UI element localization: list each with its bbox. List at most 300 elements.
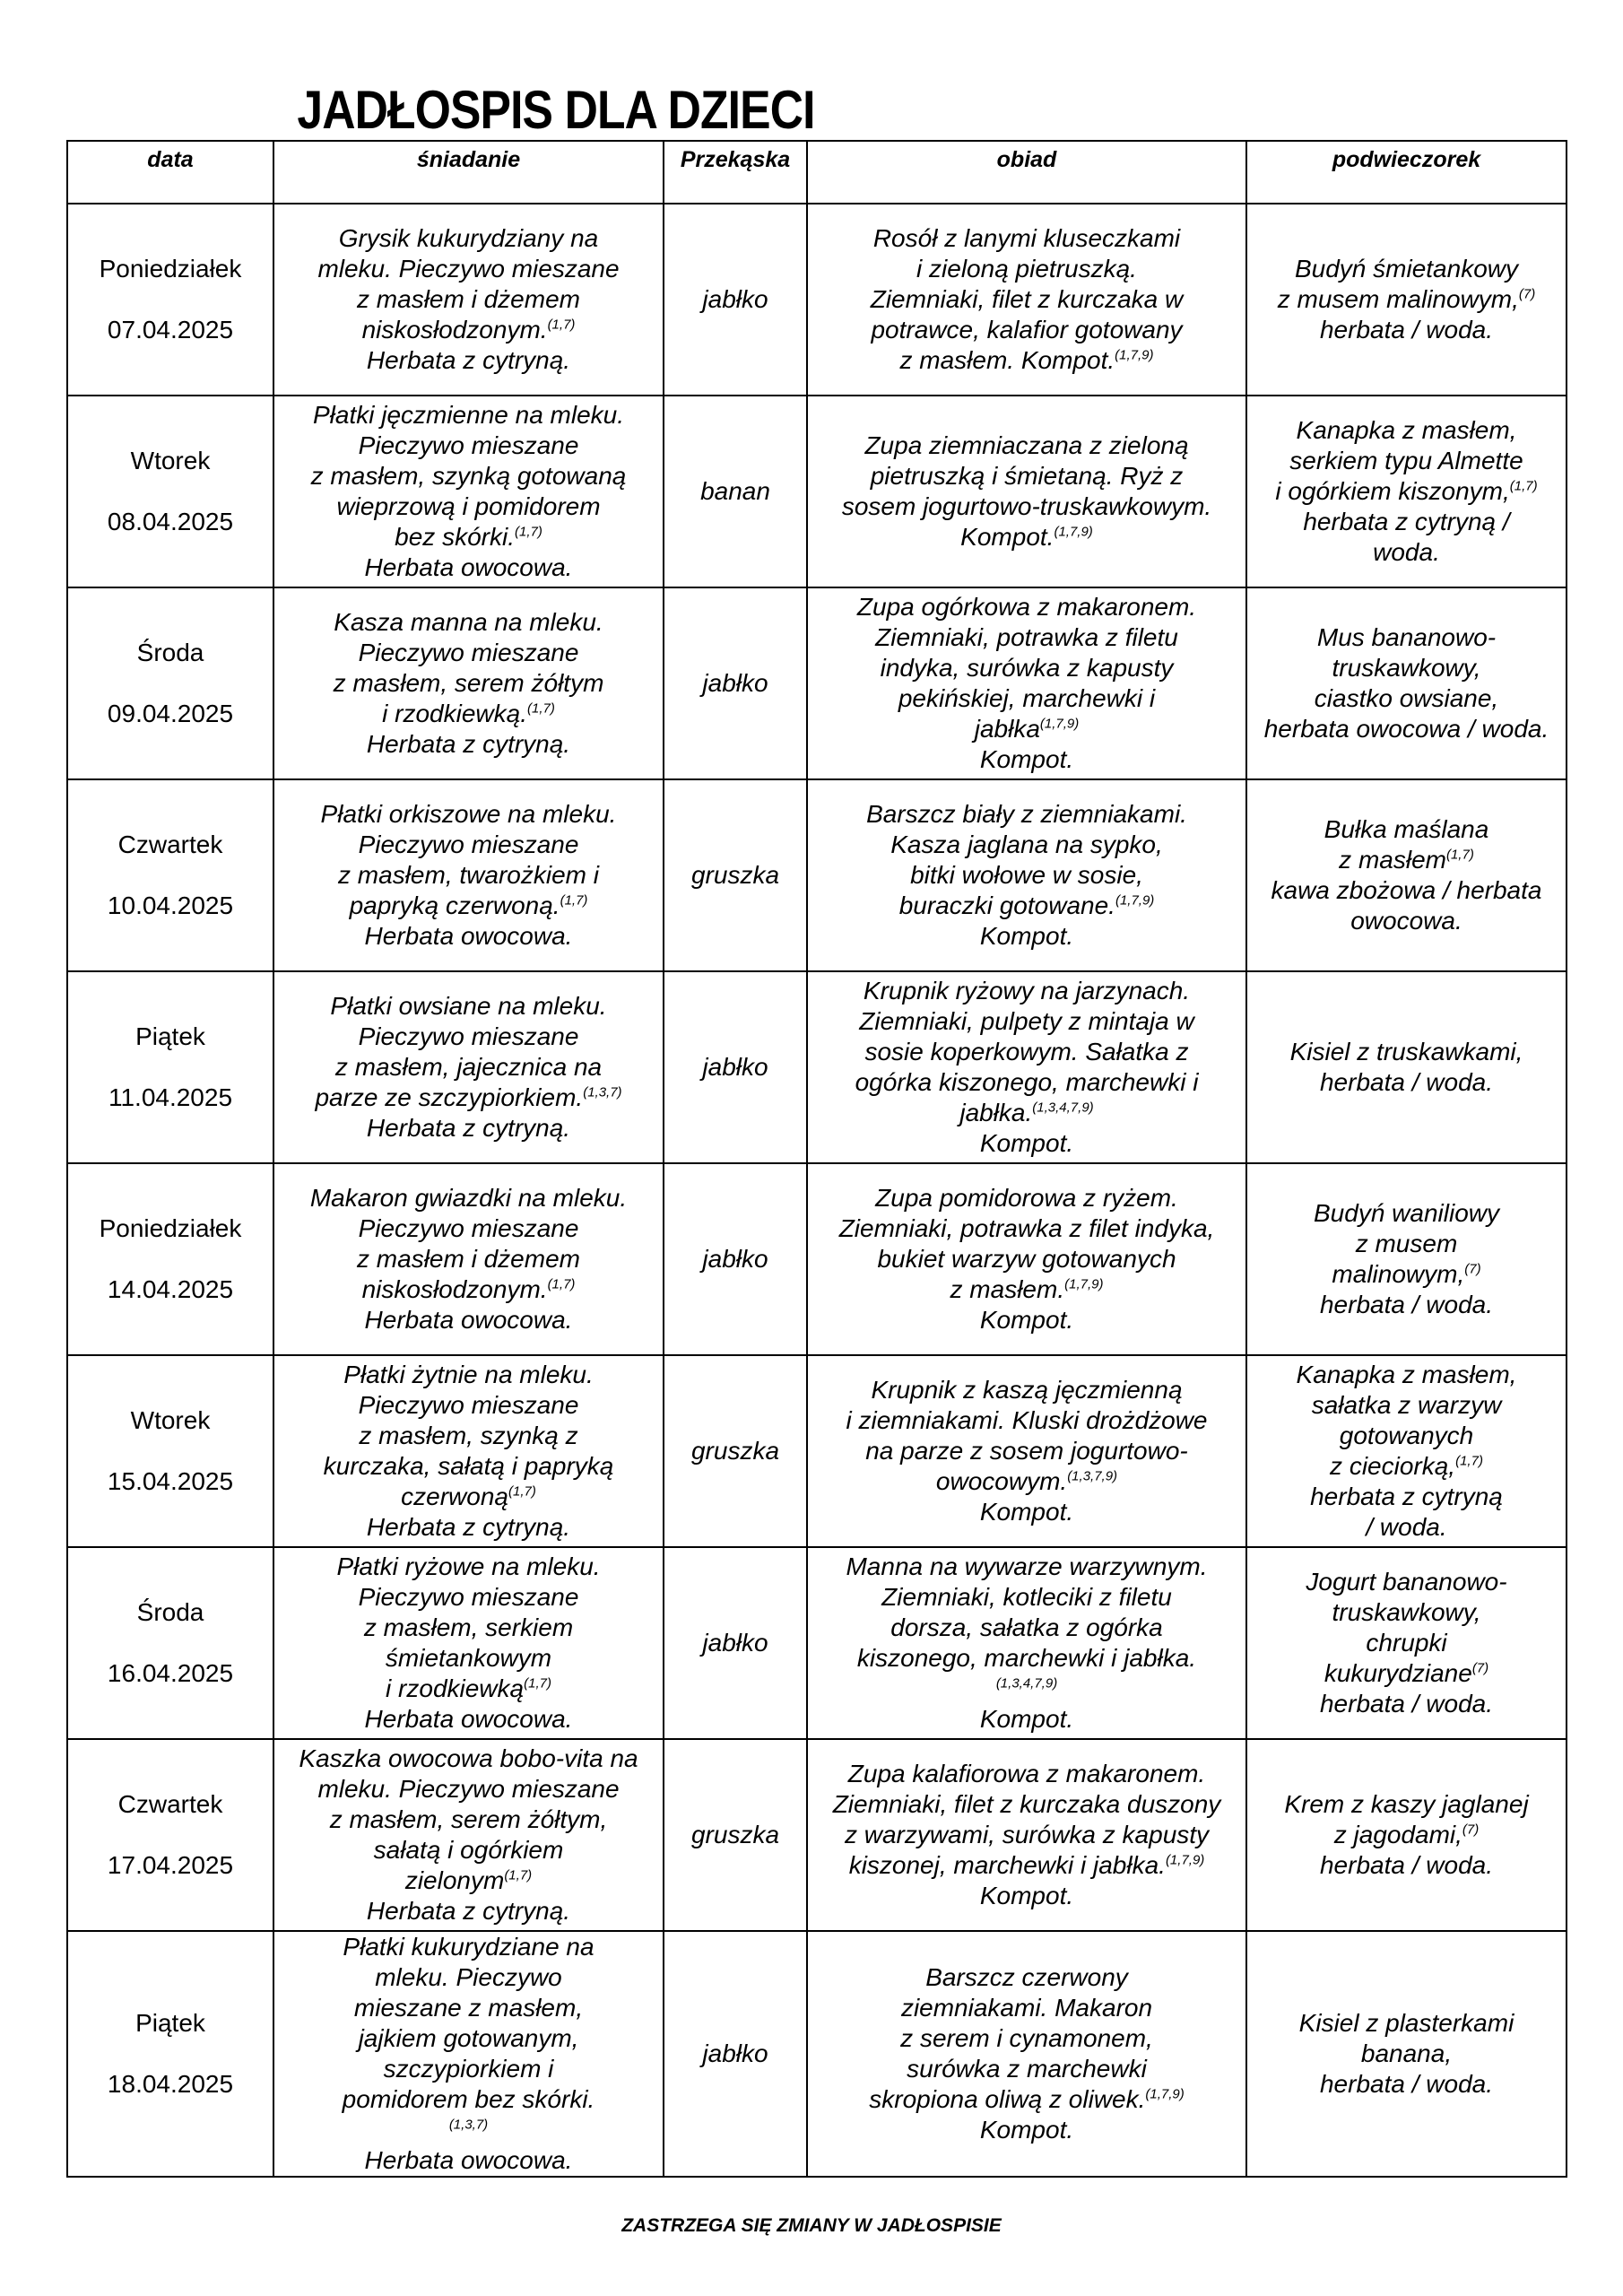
afternoon-tea-cell xyxy=(1246,971,1567,1163)
menu-line xyxy=(1253,446,1560,476)
menu-line-text: Pieczywo mieszane xyxy=(358,1391,579,1419)
menu-line-text: z masłem, szynką z xyxy=(359,1422,578,1449)
menu-line-text: zielonym xyxy=(404,1866,505,1894)
menu-line-text: z masłem. Kompot. xyxy=(899,346,1115,374)
breakfast-cell xyxy=(273,587,664,779)
menu-line-text: sałatą i ogórkiem xyxy=(373,1836,564,1864)
menu-line xyxy=(1253,284,1560,315)
menu-line xyxy=(813,254,1240,284)
menu-line xyxy=(1253,1597,1560,1628)
menu-line xyxy=(280,1704,657,1735)
date-cell xyxy=(67,1739,273,1931)
menu-line-text: jajkiem gotowanym, xyxy=(358,2024,579,2052)
afternoon-tea-cell xyxy=(1246,1931,1567,2177)
menu-line-text: herbata / woda. xyxy=(1319,1291,1494,1318)
menu-line-text: i rzodkiewką xyxy=(386,1674,525,1702)
menu-line xyxy=(280,400,657,430)
menu-line-text: mieszane z masłem, xyxy=(353,1994,584,2022)
menu-line xyxy=(813,1881,1240,1911)
menu-line-text: Budyń waniliowy xyxy=(1314,1199,1499,1227)
menu-line-text: owocowa. xyxy=(1350,907,1462,935)
menu-line-text: z cieciorką, xyxy=(1330,1452,1456,1480)
day-name: Czwartek xyxy=(117,831,223,858)
menu-line xyxy=(813,1704,1240,1735)
menu-line-text: Płatki orkiszowe na mleku. xyxy=(320,800,617,828)
menu-line-text: Jogurt bananowo- xyxy=(1306,1568,1507,1596)
menu-line xyxy=(813,284,1240,315)
table-row xyxy=(67,1931,1567,2177)
menu-line-text: Budyń śmietankowy xyxy=(1294,255,1518,283)
menu-line-text: i ogórkiem kiszonym, xyxy=(1275,477,1510,505)
day-date: 10.04.2025 xyxy=(107,891,234,919)
snack-cell xyxy=(664,1355,807,1547)
day-name: Piątek xyxy=(135,1022,205,1050)
snack-text: gruszka xyxy=(690,1821,780,1848)
menu-line xyxy=(1253,2039,1560,2069)
menu-line xyxy=(1253,476,1560,507)
menu-line-text: Pieczywo mieszane xyxy=(358,831,579,858)
menu-line-text: Kisiel z truskawkami, xyxy=(1289,1038,1523,1065)
snack-cell xyxy=(664,971,807,1163)
breakfast-cell xyxy=(273,1739,664,1931)
menu-line-text: czerwoną xyxy=(401,1483,508,1510)
menu-line-text: i zieloną pietruszką. xyxy=(916,255,1137,283)
menu-line-text: herbata z cytryną xyxy=(1310,1483,1503,1510)
menu-line xyxy=(280,552,657,583)
menu-line-text: kiszonego, marchewki i jabłka. xyxy=(856,1644,1197,1672)
menu-line-text: Herbata owocowa. xyxy=(364,2146,573,2174)
menu-line-text: kurczaka, sałatą i papryką xyxy=(323,1452,614,1480)
menu-line xyxy=(280,729,657,760)
snack-text: jabłko xyxy=(702,285,768,313)
menu-line-text: niskosłodzonym. xyxy=(361,316,548,344)
menu-line-text: mleku. Pieczywo mieszane xyxy=(317,1775,620,1803)
menu-line xyxy=(280,1113,657,1144)
menu-line-text: z masłem, szynką gotowaną xyxy=(310,462,627,490)
menu-line-text: herbata / woda. xyxy=(1319,316,1494,344)
snack-cell xyxy=(664,1739,807,1931)
table-row xyxy=(67,1163,1567,1355)
snack-cell xyxy=(664,779,807,971)
breakfast-cell xyxy=(273,1163,664,1355)
day-date: 07.04.2025 xyxy=(107,316,234,344)
menu-line xyxy=(1253,1850,1560,1881)
breakfast-cell xyxy=(273,1547,664,1739)
menu-line xyxy=(813,1993,1240,2023)
menu-line xyxy=(280,1390,657,1421)
menu-line-text: Bułka maślana xyxy=(1324,815,1489,843)
menu-line xyxy=(813,714,1240,744)
menu-line-text: Kasza manna na mleku. xyxy=(334,608,603,636)
menu-line-text: indyka, surówka z kapusty xyxy=(880,654,1174,682)
menu-line xyxy=(1253,507,1560,537)
day-name: Poniedziałek xyxy=(99,255,242,283)
menu-line-text: banana, xyxy=(1360,2039,1453,2067)
menu-line-text: Pieczywo mieszane xyxy=(358,1214,579,1242)
menu-line-text: z masłem, twarożkiem i xyxy=(338,861,599,889)
menu-line-text: Grysik kukurydziany na xyxy=(338,224,599,252)
menu-line xyxy=(280,1552,657,1582)
menu-line-text: Kompot. xyxy=(979,922,1074,950)
menu-line xyxy=(813,1552,1240,1582)
menu-line xyxy=(280,1183,657,1213)
menu-line xyxy=(280,461,657,491)
menu-line xyxy=(280,1213,657,1244)
menu-line xyxy=(280,1613,657,1643)
snack-text: jabłko xyxy=(702,2039,768,2067)
date-cell xyxy=(67,204,273,396)
menu-line-text: Herbata z cytryną. xyxy=(366,346,571,374)
menu-line xyxy=(813,1613,1240,1643)
menu-line-text: jabłka. xyxy=(959,1099,1033,1126)
snack-cell xyxy=(664,1547,807,1739)
date-cell xyxy=(67,1163,273,1355)
menu-line xyxy=(813,1128,1240,1159)
menu-line xyxy=(280,1643,657,1674)
menu-line xyxy=(280,1896,657,1926)
header-snack: Przekąska xyxy=(664,141,807,204)
lunch-cell xyxy=(807,779,1246,971)
date-cell xyxy=(67,1931,273,2177)
menu-line-text: z jagodami, xyxy=(1333,1821,1462,1848)
menu-line xyxy=(280,668,657,699)
lunch-cell xyxy=(807,1739,1246,1931)
menu-line-text: herbata / woda. xyxy=(1319,1690,1494,1718)
menu-line-text: Herbata owocowa. xyxy=(364,1306,573,1334)
day-date: 17.04.2025 xyxy=(107,1851,234,1879)
snack-cell xyxy=(664,1163,807,1355)
allergen-note: (1,7,9) xyxy=(1064,1276,1104,1292)
date-cell xyxy=(67,779,273,971)
afternoon-tea-cell xyxy=(1246,396,1567,587)
menu-line xyxy=(1253,1482,1560,1512)
menu-line-text: buraczki gotowane. xyxy=(898,891,1115,919)
allergen-note: (1,3,4,7,9) xyxy=(1032,1100,1094,1116)
table-row xyxy=(67,1547,1567,1739)
menu-line-text: Kompot. xyxy=(979,1498,1074,1526)
menu-line xyxy=(1253,653,1560,683)
menu-line-text: śmietankowym xyxy=(385,1644,552,1672)
table-row xyxy=(67,204,1567,396)
menu-line xyxy=(280,1305,657,1335)
menu-line xyxy=(813,1067,1240,1098)
allergen-note: (1,3,7,9) xyxy=(1067,1468,1118,1484)
menu-line xyxy=(280,1962,657,1993)
afternoon-tea-cell xyxy=(1246,1355,1567,1547)
header-date: data xyxy=(67,141,273,204)
menu-line xyxy=(280,1052,657,1083)
table-row xyxy=(67,587,1567,779)
menu-line-text: Rosół z lanymi kluseczkami xyxy=(872,224,1181,252)
menu-line-text: Krem z kaszy jaglanej xyxy=(1284,1790,1529,1818)
menu-line xyxy=(813,223,1240,254)
allergen-note: (7) xyxy=(1464,1261,1481,1277)
menu-line xyxy=(813,1789,1240,1820)
snack-text: banan xyxy=(700,477,770,505)
table-row xyxy=(67,1739,1567,1931)
menu-line-text: Płatki owsiane na mleku. xyxy=(330,992,607,1020)
menu-line xyxy=(280,638,657,668)
menu-line-text: ogórka kiszonego, marchewki i xyxy=(855,1068,1199,1096)
menu-line-text: Ziemniaki, filet z kurczaka duszony xyxy=(832,1790,1221,1818)
lunch-cell xyxy=(807,204,1246,396)
menu-line xyxy=(1253,1820,1560,1850)
day-name: Czwartek xyxy=(117,1790,223,1818)
snack-text: jabłko xyxy=(702,669,768,697)
menu-line-text: niskosłodzonym. xyxy=(361,1275,548,1303)
menu-line-text: Zupa ogórkowa z makaronem. xyxy=(856,593,1197,621)
allergen-note: (1,7) xyxy=(527,700,555,717)
allergen-note: (1,7) xyxy=(508,1483,536,1500)
allergen-note: (1,7,9) xyxy=(1115,347,1154,363)
menu-line xyxy=(813,461,1240,491)
allergen-note: (1,3,7) xyxy=(583,1084,622,1100)
menu-line-text: herbata / woda. xyxy=(1319,1851,1494,1879)
menu-line-text: Herbata owocowa. xyxy=(364,553,573,581)
menu-line xyxy=(1253,622,1560,653)
menu-line-text: i rzodkiewką. xyxy=(382,700,527,727)
menu-line-text: truskawkowy, xyxy=(1332,654,1481,682)
menu-line xyxy=(1253,1037,1560,1067)
menu-line xyxy=(813,1962,1240,1993)
menu-line xyxy=(1253,254,1560,284)
menu-line xyxy=(280,254,657,284)
menu-line-text: z musem xyxy=(1355,1230,1458,1257)
menu-line-text: pomidorem bez skórki. xyxy=(342,2085,595,2113)
menu-line-text: Herbata owocowa. xyxy=(364,1705,573,1733)
menu-line-text: z musem malinowym, xyxy=(1277,285,1519,313)
menu-line-text: z masłem i dżemem xyxy=(357,285,580,313)
table-row xyxy=(67,971,1567,1163)
menu-line-text: potrawce, kalafior gotowany xyxy=(871,316,1183,344)
menu-line-text: kawa zbożowa / herbata xyxy=(1271,876,1542,904)
menu-line xyxy=(280,2084,657,2115)
menu-line-text: owocowym. xyxy=(935,1467,1068,1495)
allergen-note: (1,7,9) xyxy=(1115,892,1155,909)
menu-line xyxy=(280,1774,657,1805)
menu-line xyxy=(280,1421,657,1451)
menu-line xyxy=(280,699,657,729)
menu-line-text: pietruszką i śmietaną. Ryż z xyxy=(870,462,1184,490)
menu-line xyxy=(280,830,657,860)
menu-line xyxy=(813,1098,1240,1128)
day-name: Wtorek xyxy=(130,1406,211,1434)
menu-line xyxy=(813,744,1240,775)
menu-line xyxy=(1253,1198,1560,1229)
menu-line xyxy=(280,1835,657,1866)
menu-line-text: z masłem, serkiem xyxy=(363,1613,574,1641)
menu-line xyxy=(280,522,657,552)
menu-line xyxy=(1253,906,1560,936)
menu-line-text: Ziemniaki, potrawka z filetu xyxy=(875,623,1178,651)
menu-line-text: Kaszka owocowa bobo-vita na xyxy=(299,1744,638,1772)
menu-line xyxy=(1253,1567,1560,1597)
menu-line-text: pekińskiej, marchewki i xyxy=(898,684,1156,712)
menu-line-text: Ziemniaki, pulpety z mintaja w xyxy=(859,1007,1194,1035)
breakfast-cell xyxy=(273,1931,664,2177)
lunch-cell xyxy=(807,396,1246,587)
menu-line-text: z warzywami, surówka z kapusty xyxy=(844,1821,1210,1848)
menu-line xyxy=(1253,1259,1560,1290)
menu-line xyxy=(813,345,1240,376)
menu-line-text: Barszcz czerwony xyxy=(925,1963,1128,1991)
allergen-note: (1,7) xyxy=(1509,478,1538,494)
menu-line-text: Ziemniaki, filet z kurczaka w xyxy=(870,285,1184,313)
menu-line-text: Herbata z cytryną. xyxy=(366,730,571,758)
menu-line xyxy=(813,1213,1240,1244)
afternoon-tea-cell xyxy=(1246,779,1567,971)
day-date: 09.04.2025 xyxy=(107,700,234,727)
day-name: Środa xyxy=(136,639,204,666)
menu-line-text: chrupki xyxy=(1366,1629,1447,1657)
menu-line xyxy=(813,921,1240,952)
menu-line-text: kiszonej, marchewki i jabłka. xyxy=(848,1851,1166,1879)
menu-line xyxy=(1253,1628,1560,1658)
breakfast-cell xyxy=(273,971,664,1163)
menu-line-text: herbata owocowa / woda. xyxy=(1263,715,1549,743)
snack-text: jabłko xyxy=(702,1629,768,1657)
menu-line xyxy=(280,345,657,376)
menu-line-text: sałatka z warzyw xyxy=(1311,1391,1502,1419)
menu-line xyxy=(280,1482,657,1512)
menu-line xyxy=(280,223,657,254)
day-name: Piątek xyxy=(135,2009,205,2037)
day-date: 11.04.2025 xyxy=(108,1083,233,1111)
menu-line-text: z masłem, serem żółtym xyxy=(333,669,604,697)
menu-line xyxy=(813,1759,1240,1789)
menu-line xyxy=(813,430,1240,461)
menu-line xyxy=(280,2145,657,2176)
menu-line-text: z serem i cynamonem, xyxy=(900,2024,1153,2052)
menu-line-text: bez skórki. xyxy=(395,523,515,551)
menu-line xyxy=(813,1375,1240,1405)
menu-line xyxy=(280,921,657,952)
menu-line-text: szczypiorkiem i xyxy=(383,2055,554,2083)
lunch-cell xyxy=(807,971,1246,1163)
menu-line xyxy=(813,1274,1240,1305)
menu-line-text: Ziemniaki, kotleciki z filetu xyxy=(881,1583,1172,1611)
menu-line xyxy=(280,2054,657,2084)
menu-line xyxy=(280,1805,657,1835)
menu-line-text: herbata / woda. xyxy=(1319,1068,1494,1096)
menu-line-text: Pieczywo mieszane xyxy=(358,1022,579,1050)
menu-line xyxy=(1253,683,1560,714)
menu-line-text: sosem jogurtowo-truskawkowym. xyxy=(841,492,1212,520)
menu-line xyxy=(813,1305,1240,1335)
menu-line xyxy=(280,607,657,638)
menu-line-text: serkiem typu Almette xyxy=(1289,447,1523,474)
afternoon-tea-cell xyxy=(1246,1739,1567,1931)
snack-cell xyxy=(664,587,807,779)
menu-line-text: herbata / woda. xyxy=(1319,2070,1494,2098)
breakfast-cell xyxy=(273,1355,664,1547)
snack-text: gruszka xyxy=(690,1437,780,1465)
snack-cell xyxy=(664,204,807,396)
menu-line xyxy=(813,683,1240,714)
menu-line xyxy=(280,991,657,1022)
menu-line xyxy=(1253,1689,1560,1719)
header-row xyxy=(67,141,1567,204)
menu-line-text: Herbata z cytryną. xyxy=(366,1513,571,1541)
day-name: Środa xyxy=(136,1598,204,1626)
lunch-cell xyxy=(807,1163,1246,1355)
menu-line xyxy=(280,1582,657,1613)
menu-line xyxy=(1253,1360,1560,1390)
menu-line-text: Pieczywo mieszane xyxy=(358,639,579,666)
menu-line xyxy=(280,891,657,921)
menu-line-text: Herbata owocowa. xyxy=(364,922,573,950)
day-date: 18.04.2025 xyxy=(107,2070,234,2098)
menu-line-text: z masłem. xyxy=(950,1275,1065,1303)
menu-line-text: Ziemniaki, potrawka z filet indyka, xyxy=(838,1214,1215,1242)
day-name: Poniedziałek xyxy=(99,1214,242,1242)
menu-line xyxy=(280,1744,657,1774)
menu-line-text: woda. xyxy=(1373,538,1440,566)
day-date: 16.04.2025 xyxy=(107,1659,234,1687)
menu-line xyxy=(813,1405,1240,1436)
menu-line xyxy=(280,799,657,830)
menu-line xyxy=(1253,845,1560,875)
menu-line xyxy=(280,284,657,315)
date-cell xyxy=(67,1355,273,1547)
allergen-note: (7) xyxy=(1471,1660,1489,1676)
menu-line-text: z masłem i dżemem xyxy=(357,1245,580,1273)
menu-line xyxy=(1253,2008,1560,2039)
menu-line xyxy=(813,2084,1240,2115)
menu-line xyxy=(813,1582,1240,1613)
menu-line xyxy=(280,1451,657,1482)
menu-line-text: Pieczywo mieszane xyxy=(358,431,579,459)
menu-line xyxy=(813,622,1240,653)
menu-line xyxy=(1253,2069,1560,2100)
menu-line-text: Płatki kukurydziane na xyxy=(343,1933,595,1961)
menu-line xyxy=(280,1932,657,1962)
menu-line xyxy=(813,1037,1240,1067)
lunch-cell xyxy=(807,1931,1246,2177)
menu-line-text: ziemniakami. Makaron xyxy=(900,1994,1153,2022)
allergen-note: (1,3,4,7,9) xyxy=(995,1675,1058,1692)
menu-table xyxy=(66,140,1567,2178)
menu-line xyxy=(813,2115,1240,2145)
allergen-note: (1,7,9) xyxy=(1054,524,1093,540)
allergen-note: (1,7) xyxy=(524,1675,551,1692)
menu-line-text: wieprzową i pomidorem xyxy=(336,492,601,520)
menu-line-text: Krupnik z kaszą jęczmienną xyxy=(871,1376,1183,1404)
menu-line-text: surówka z marchewki xyxy=(907,2055,1147,2083)
menu-line-text: ciastko owsiane, xyxy=(1314,684,1499,712)
menu-line-text: Kompot. xyxy=(979,2116,1074,2144)
menu-line xyxy=(813,592,1240,622)
lunch-cell xyxy=(807,1547,1246,1739)
menu-line-text: Kompot. xyxy=(979,1882,1074,1909)
menu-line-text: na parze z sosem jogurtowo- xyxy=(865,1437,1188,1465)
header-breakfast: śniadanie xyxy=(273,141,664,204)
menu-line-text: Manna na wywarze warzywnym. xyxy=(846,1552,1208,1580)
snack-text: jabłko xyxy=(702,1245,768,1273)
allergen-note: (1,7) xyxy=(560,892,588,909)
menu-line-text: Płatki ryżowe na mleku. xyxy=(336,1552,601,1580)
menu-line xyxy=(1253,537,1560,568)
menu-line-text: dorsza, sałatka z ogórka xyxy=(890,1613,1163,1641)
snack-cell xyxy=(664,1931,807,2177)
day-date: 08.04.2025 xyxy=(107,508,234,535)
allergen-note: (1,7,9) xyxy=(1145,2086,1185,2102)
menu-line-text: Makaron gwiazdki na mleku. xyxy=(309,1184,628,1212)
menu-line xyxy=(280,1083,657,1113)
menu-line-text: Mus bananowo- xyxy=(1316,623,1497,651)
menu-line-text: bitki wołowe w sosie, xyxy=(910,861,1143,889)
allergen-note: (1,7) xyxy=(504,1867,533,1883)
